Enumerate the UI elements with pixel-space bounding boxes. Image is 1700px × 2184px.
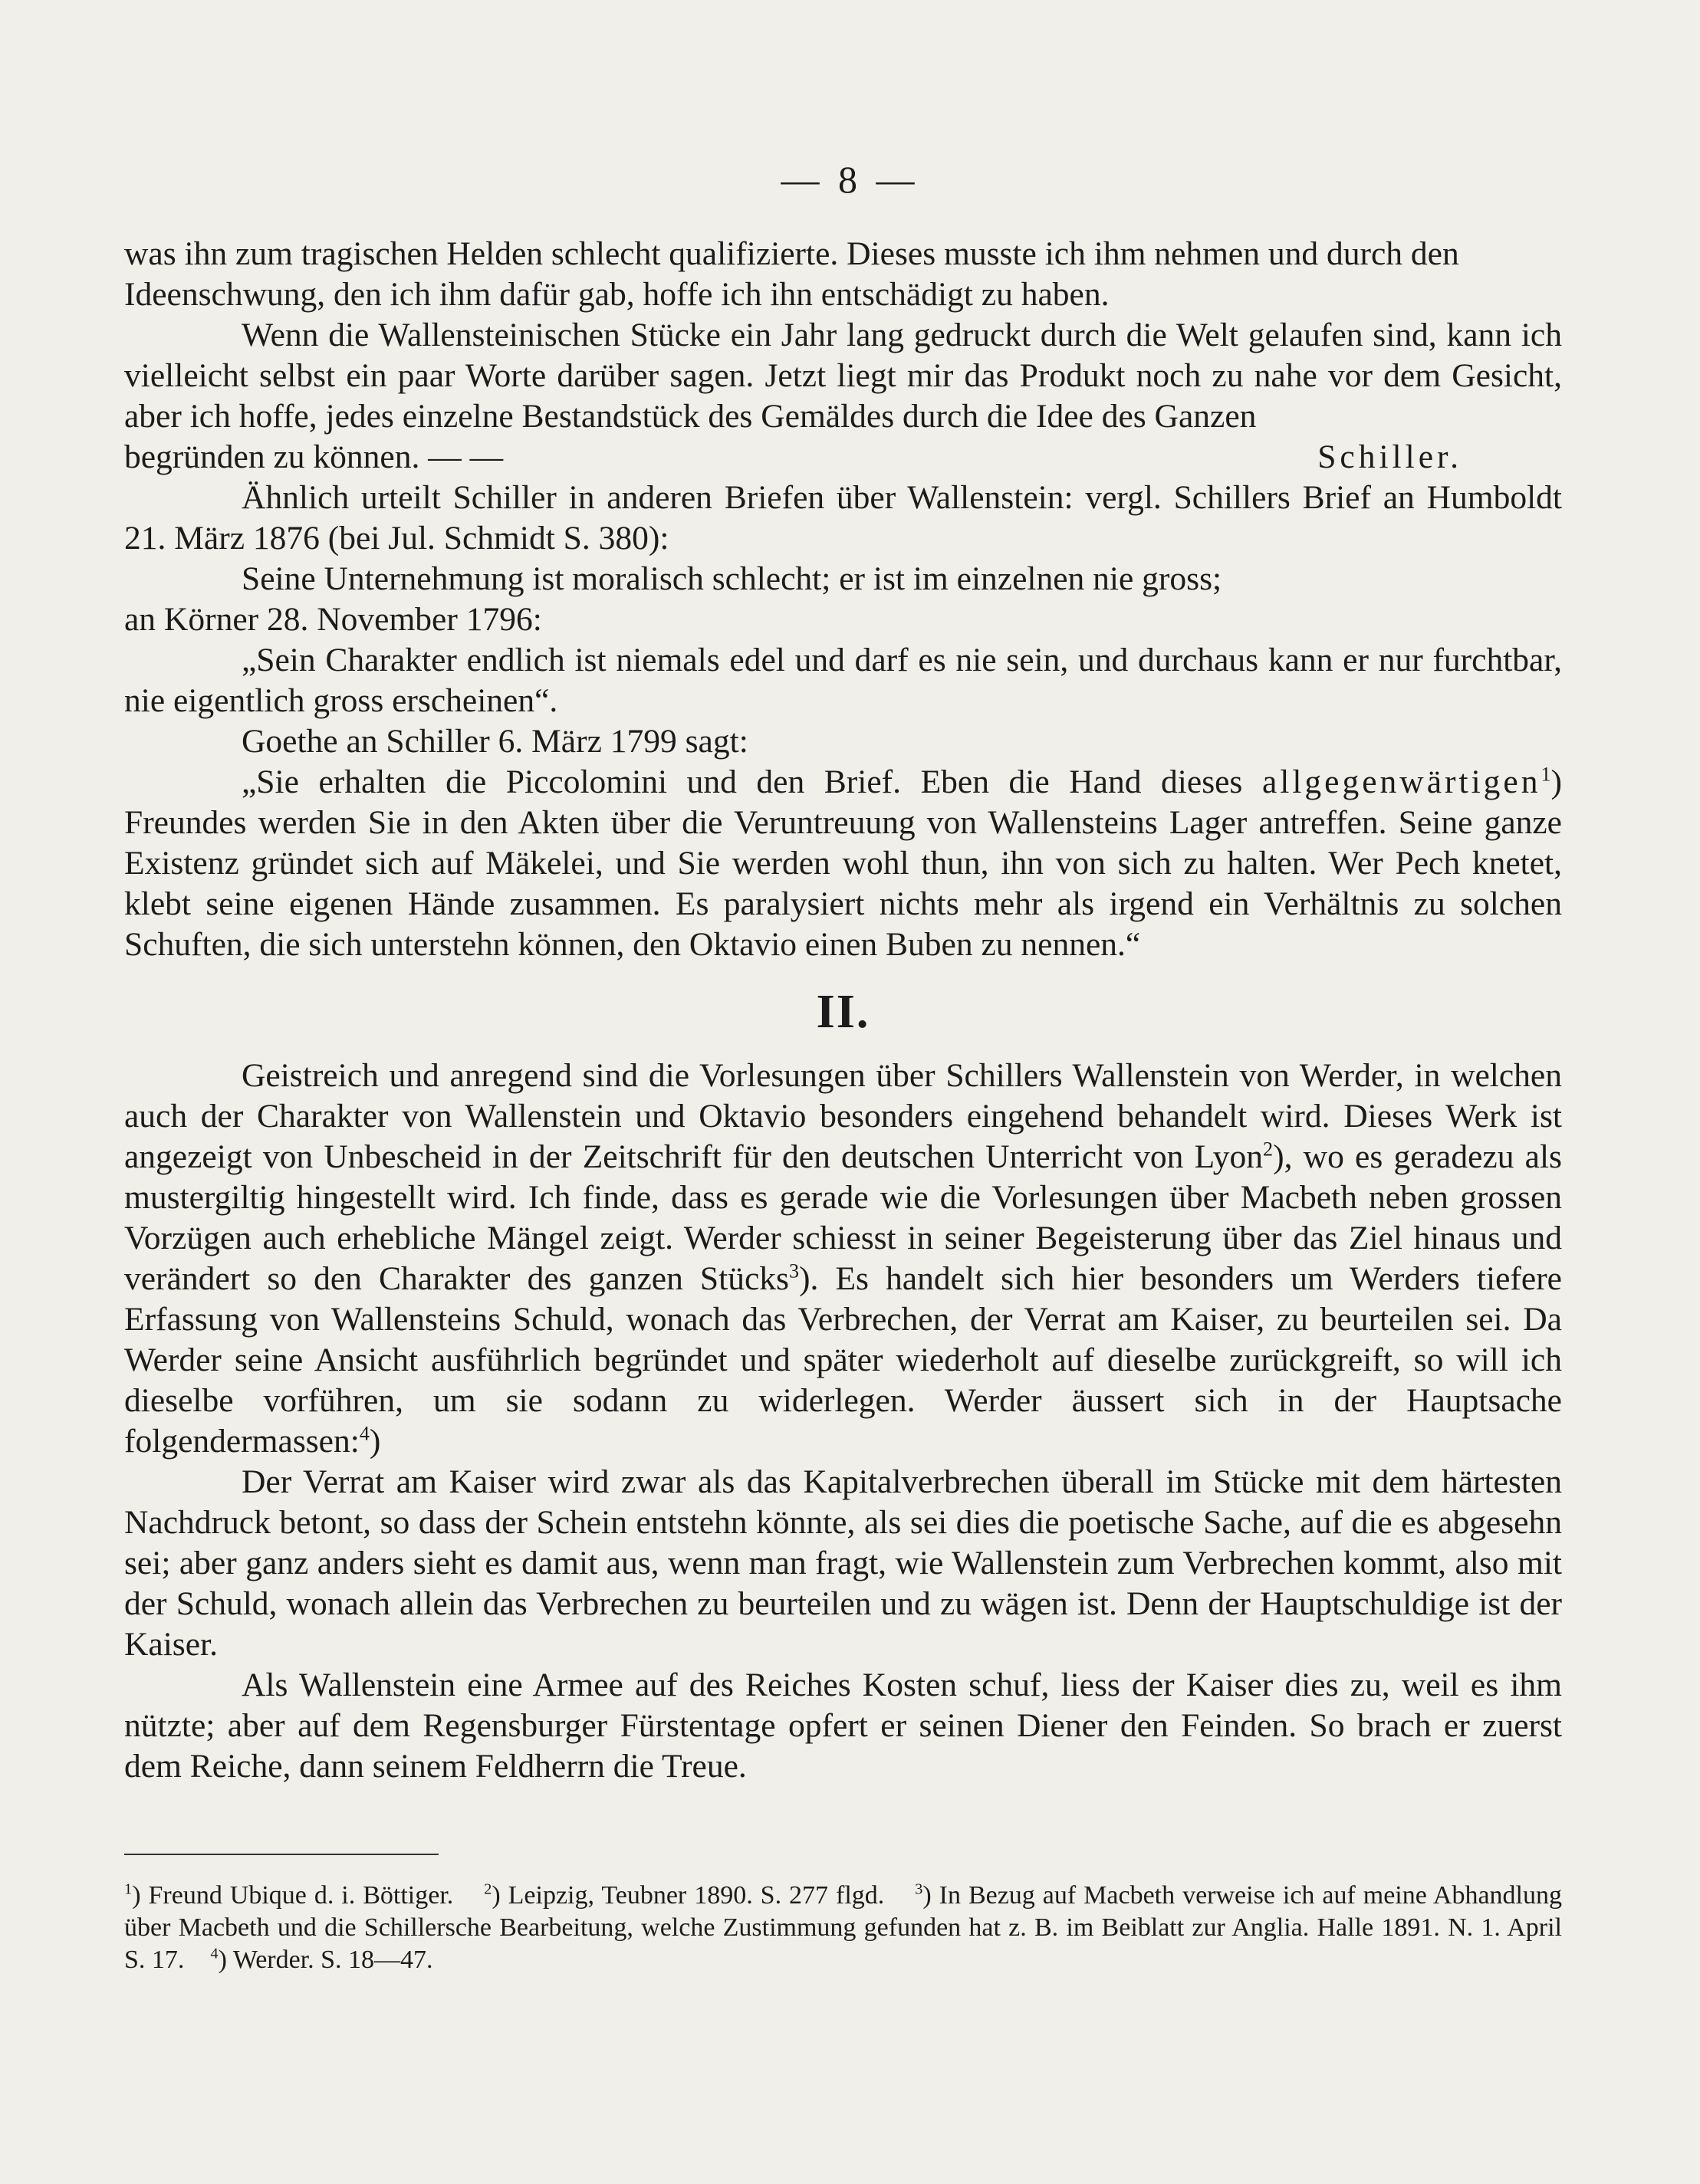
paragraph: was ihn zum tragischen Helden schlecht qualifizierte. Dieses musste ich ihm nehmen und durch den bbox=[124, 235, 1459, 272]
section-heading: II. bbox=[816, 986, 870, 1038]
emphasis: allgegenwärtigen bbox=[1261, 764, 1541, 800]
page-number: — 8 — bbox=[781, 158, 919, 201]
quote: „Sie erhalten die Piccolomini und den Brief. Eben die Hand dieses allgegenwärtigen$^1$) Freundes werden Sie in den Akten über die Veruntreuung von Wallensteins Lager antreffen. Seine ganze Existenz gründet sich auf Mäkelei, und Sie werden wohl thun, ihn von sich zu halten. Wer Pech knetet, klebt seine eigenen Hände zusammen. Es paralysiert nichts mehr als irgend ein Verhältnis zu solchen Schuften, die sich unterstehn können, den Oktavio einen Buben zu nennen.“ bbox=[124, 763, 1563, 963]
paragraph: an Körner 28. November 1796: bbox=[124, 601, 542, 638]
signature-line bbox=[124, 437, 1562, 478]
paragraph: Geistreich und anregend sind die Vorlesungen über Schillers Wallenstein von Werder, in welchen auch der Charakter von Wallenstein und Oktavio besonders eingehend behandelt wird. Dieses Werk ist angezeigt von Unbescheid in der Zeitschrift für den deutschen Unterricht von Lyon$^2$), wo es geradezu als mustergiltig hingestellt wird. Ich finde, dass es gerade wie die Vorlesungen über Macbeth neben grossen Vorzügen auch erhebliche Mängel zeigt. Werder schiesst in seiner Begeisterung über das Ziel hinaus und verändert so den Charakter des ganzen Stücks$^3$). Es handelt sich hier besonders um Werders tiefere Erfassung von Wallensteins Schuld, wonach das Verbrechen, der Verrat am Kaiser, zu beurteilen sei. Da Werder seine Ansicht ausführlich begründet und später wiederholt auf dieselbe zurückgreift, so will ich dieselbe vorführen, um sie sodann zu widerlegen. Werder äussert sich in der Hauptsache folgendermassen:$^4$) bbox=[124, 1057, 1562, 1460]
footnote: ) Werder. S. 18—47. bbox=[218, 1946, 433, 1974]
main-text bbox=[124, 234, 1562, 1787]
paragraph: Der Verrat am Kaiser wird zwar als das Kapitalverbrechen überall im Stücke mit dem härtesten Nachdruck betont, so dass der Schein entstehn könnte, als sei dies die poetische Sache, auf die es abgesehn sei; aber ganz anders sieht es damit aus, wenn man fragt, wie Wallenstein zum Verbrechen kommt, also mit der Schuld, wonach allein das Verbrechen zu beurteilen und zu wägen ist. Denn der Hauptschuldige ist der Kaiser. bbox=[124, 1463, 1562, 1663]
footnotes bbox=[124, 1880, 1562, 1976]
quote: Seine Unternehmung ist moralisch schlecht; er ist im einzelnen nie gross; bbox=[242, 560, 1222, 597]
footnote: ) Freund Ubique d. i. Böttiger. bbox=[132, 1881, 454, 1910]
footnote: ) In Bezug auf Macbeth verweise ich auf meine Abhandlung über Macbeth und die Schillersche Bearbeitung, welche Zustimmung gefunden hat z. B. im Beiblatt zur Anglia. Halle 1891. N. 1. April S. 17. bbox=[124, 1881, 1563, 1974]
footnote-ref: 2 bbox=[484, 1880, 492, 1898]
footnote-ref: 1 bbox=[1541, 763, 1551, 786]
footnote-block bbox=[124, 1880, 1562, 1976]
footnote-ref: 3 bbox=[915, 1880, 923, 1898]
footnote-ref: 2 bbox=[1263, 1138, 1274, 1161]
paragraph: Goethe an Schiller 6. März 1799 sagt: bbox=[242, 723, 748, 760]
paragraph: Ähnlich urteilt Schiller in anderen Briefen über Wallenstein: vergl. Schillers Brief an Humboldt 21. März 1876 (bei Jul. Schmidt S. 380): bbox=[124, 479, 1562, 557]
footnote-ref: 4 bbox=[210, 1945, 219, 1962]
paragraph: Ideenschwung, den ich ihm dafür gab, hoffe ich ihn entschädigt zu haben. bbox=[124, 276, 1110, 313]
paragraph: Als Wallenstein eine Armee auf des Reiches Kosten schuf, liess der Kaiser dies zu, weil es ihm nützte; aber auf dem Regensburger Fürstentage opfert er seinen Diener den Feinden. So brach er zuerst dem Reiche, dann seinem Feldherrn die Treue. bbox=[124, 1667, 1562, 1785]
signature: Schiller. bbox=[1317, 438, 1462, 475]
footnote-ref: 4 bbox=[359, 1422, 370, 1445]
footnote: ) Leipzig, Teubner 1890. S. 277 flgd. bbox=[492, 1881, 885, 1910]
footnote-divider bbox=[124, 1854, 439, 1855]
footnote-ref: 1 bbox=[124, 1880, 133, 1898]
paragraph: Wenn die Wallensteinischen Stücke ein Jahr lang gedruckt durch die Welt gelaufen sind, kann ich vielleicht selbst ein paar Worte darüber sagen. Jetzt liegt mir das Produkt noch zu nahe vor dem Gesicht, aber ich hoffe, jedes einzelne Bestandstück des Gemäldes durch die Idee des Ganzen bbox=[124, 317, 1562, 435]
footnote-ref: 3 bbox=[788, 1259, 799, 1282]
quote: „Sein Charakter endlich ist niemals edel und darf es nie sein, und durchaus kann er nur furchtbar, nie eigentlich gross erscheinen“. bbox=[124, 642, 1562, 719]
paragraph: begründen zu können. — — bbox=[124, 438, 504, 475]
